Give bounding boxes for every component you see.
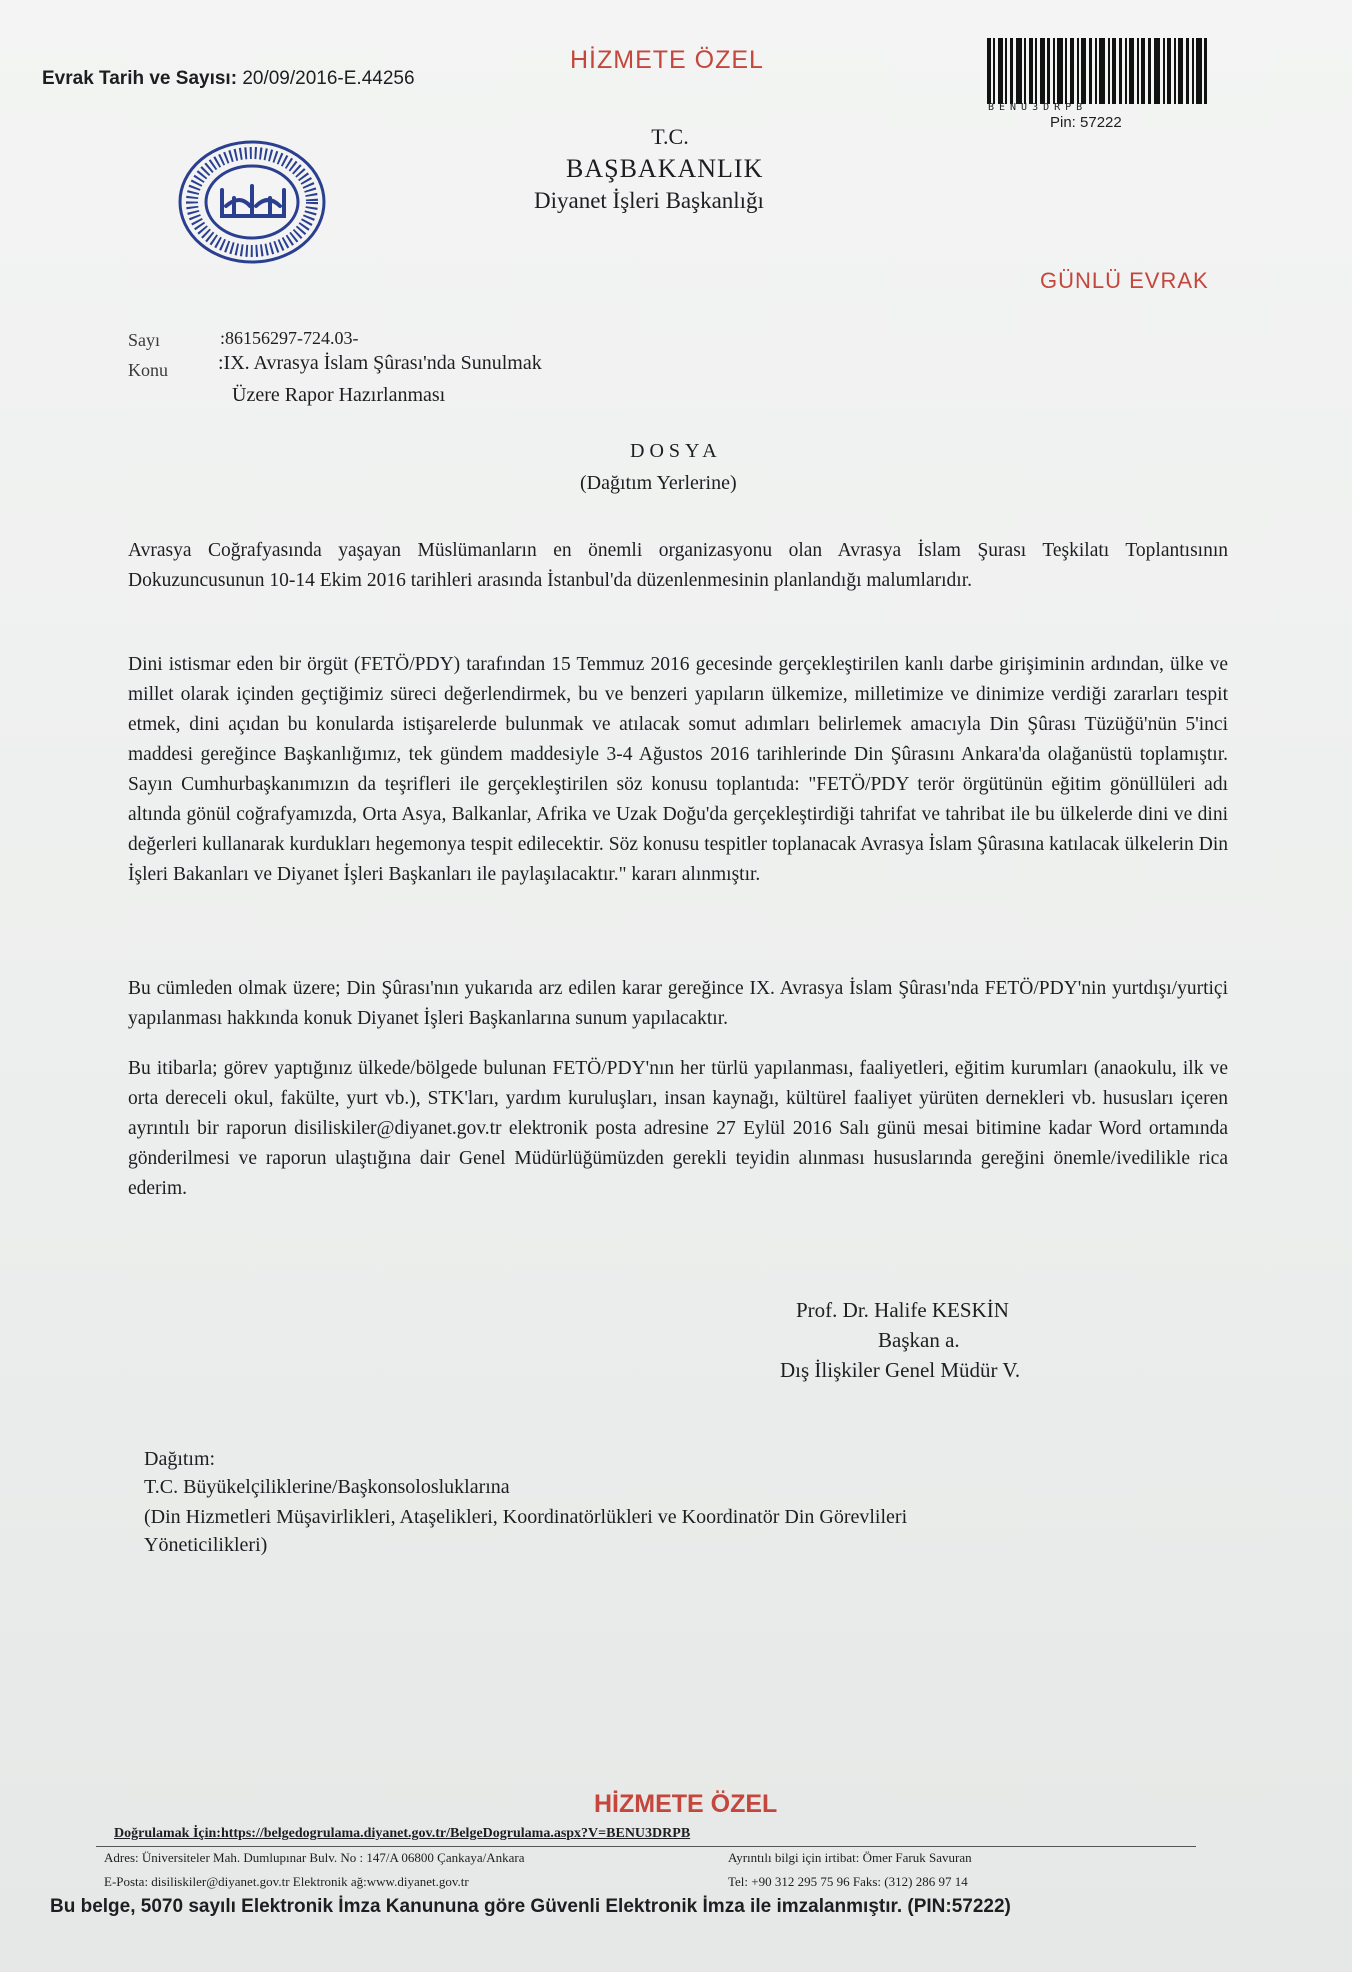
footer-divider: [96, 1846, 1196, 1847]
body-paragraph-3: Bu cümleden olmak üzere; Din Şûrası'nın yukarıda arz edilen karar gereğince IX. Avrasya İslam Şûrası'nda FETÖ/PDY'nin yurtdışı/yurtiçi yapılanması hakkında konuk Diyanet İşleri Başkanlarına sunum yapılacaktır.: [128, 978, 1228, 1029]
signatory-name: Prof. Dr. Halife KESKİN: [796, 1298, 1009, 1322]
diyanet-seal-icon: [176, 136, 328, 266]
distribution-line-2: (Din Hizmetleri Müşavirlikleri, Ataşelikleri, Koordinatörlükleri ve Koordinatör Din Görevlileri: [144, 1506, 908, 1528]
evrak-date-number: [42, 68, 415, 90]
body-paragraph-4: Bu itibarla; görev yaptığınız ülkede/bölgede bulunan FETÖ/PDY'nın her türlü yapılanması, faaliyetleri, eğitim kurumları (anaokulu, ilk ve orta dereceli okul, fakülte, yurt vb.), STK'ları, yardım kuruluşları, insan kaynağı, kültürel faaliyet yürüten dernekleri vb. hususları içeren ayrıntılı bir raporun disiliskiler@diyanet.gov.tr elektronik posta adresine 27 Eylül 2016 Salı günü mesai bitimine kadar Word ortamında gönderilmesi ve raporun ulaştığına dair Genel Müdürlüğümüzden gerekli teyidin alınması hususlarında gereğini önemle/ivedilikle rica ederim.: [128, 1058, 1228, 1199]
body-paragraph-1: Avrasya Coğrafyasında yaşayan Müslümanların en önemli organizasyonu olan Avrasya İslam Şurası Teşkilatı Toplantısının Dokuzuncusunun 10-14 Ekim 2016 tarihleri arasında İstanbul'da düzenlenmesinin planlandığı malumlarıdır.: [128, 540, 1228, 591]
distribution-line-3: Yöneticilikleri): [144, 1534, 268, 1556]
classification-stamp-bottom: HİZMETE ÖZEL: [594, 1790, 778, 1818]
signatory-title-1: Başkan a.: [878, 1328, 960, 1352]
konu-value-line2: Üzere Rapor Hazırlanması: [232, 384, 446, 406]
konu-label: Konu: [128, 360, 168, 380]
distribution-title: Dağıtım:: [144, 1448, 216, 1470]
body-paragraph-2: Dini istismar eden bir örgüt (FETÖ/PDY) tarafından 15 Temmuz 2016 gecesinde gerçekleştirilen kanlı darbe girişiminin ardından, ülke ve millet olarak içinden geçtiğimiz süreci değerlendirmek, bu ve benzeri yapıların ülkemize, milletimize ve dinimize verdiği zararları tespit etmek, dini açıdan bu konularda istişarelerde bulunmak ve atılacak somut adımları belirlemek amacıyla Din Şûrası Tüzüğü'nün 5'inci maddesi gereğince Başkanlığımız, tek gündem maddesiyle 3-4 Ağustos 2016 tarihlerinde Din Şûrasını Ankara'da olağanüstü toplamıştır. Sayın Cumhurbaşkanımızın da teşrifleri ile gerçekleştirilen söz konusu toplantıda: "FETÖ/PDY terör örgütünün eğitim gönüllüleri adı altında gönül coğrafyamızda, Orta Asya, Balkanlar, Afrika ve Uzak Doğu'da gerçekleştirdiği tahrifat ve tahribat ile bu ülkelerde dini ve dini değerleri kullanarak kurdukları hegemonya tespit edilecektir. Söz konusu tespitler toplanacak Avrasya İslam Şûrasına katılacak ülkelerin Din İşleri Bakanları ve Diyanet İşleri Başkanları ile paylaşılacaktır." kararı alınmıştır.: [128, 654, 1228, 885]
footer-address: Adres: Üniversiteler Mah. Dumlupınar Bulv. No : 147/A 06800 Çankaya/Ankara: [104, 1850, 525, 1865]
barcode-icon: [985, 38, 1210, 104]
header-department: Diyanet İşleri Başkanlığı: [534, 188, 764, 213]
barcode-code: BENU3DRPB: [988, 102, 1088, 113]
addressee-title: DOSYA: [630, 440, 722, 462]
evrak-label: Evrak Tarih ve Sayısı:: [42, 68, 238, 89]
daily-document-stamp: GÜNLÜ EVRAK: [1040, 268, 1209, 293]
konu-value-line1: :IX. Avrasya İslam Şûrası'nda Sunulmak: [218, 352, 542, 374]
footer-email-web: E-Posta: disiliskiler@diyanet.gov.tr Elektronik ağ:www.diyanet.gov.tr: [104, 1874, 469, 1889]
classification-stamp-top: HİZMETE ÖZEL: [570, 46, 764, 74]
sayi-value: :86156297-724.03-: [220, 328, 359, 348]
e-signature-notice: Bu belge, 5070 sayılı Elektronik İmza Kanununa göre Güvenli Elektronik İmza ile imzalanmıştır. (PIN:57222): [50, 1896, 1011, 1917]
pin-label: Pin: 57222: [1050, 114, 1122, 131]
sayi-label: Sayı: [128, 330, 161, 350]
header-tc: T.C.: [651, 124, 689, 149]
distribution-line-1: T.C. Büyükelçiliklerine/Başkonsolosluklarına: [144, 1476, 510, 1498]
evrak-value: 20/09/2016-E.44256: [242, 68, 415, 89]
header-ministry: BAŞBAKANLIK: [566, 154, 764, 183]
signatory-title-2: Dış İlişkiler Genel Müdür V.: [780, 1358, 1021, 1382]
addressee-subtitle: (Dağıtım Yerlerine): [580, 472, 737, 494]
verification-link[interactable]: Doğrulamak İçin:https://belgedogrulama.diyanet.gov.tr/BelgeDogrulama.aspx?V=BENU3DRPB: [114, 1826, 691, 1841]
footer-contact: Ayrıntılı bilgi için irtibat: Ömer Faruk Savuran: [728, 1850, 972, 1865]
footer-phone-fax: Tel: +90 312 295 75 96 Faks: (312) 286 97 14: [728, 1874, 968, 1889]
